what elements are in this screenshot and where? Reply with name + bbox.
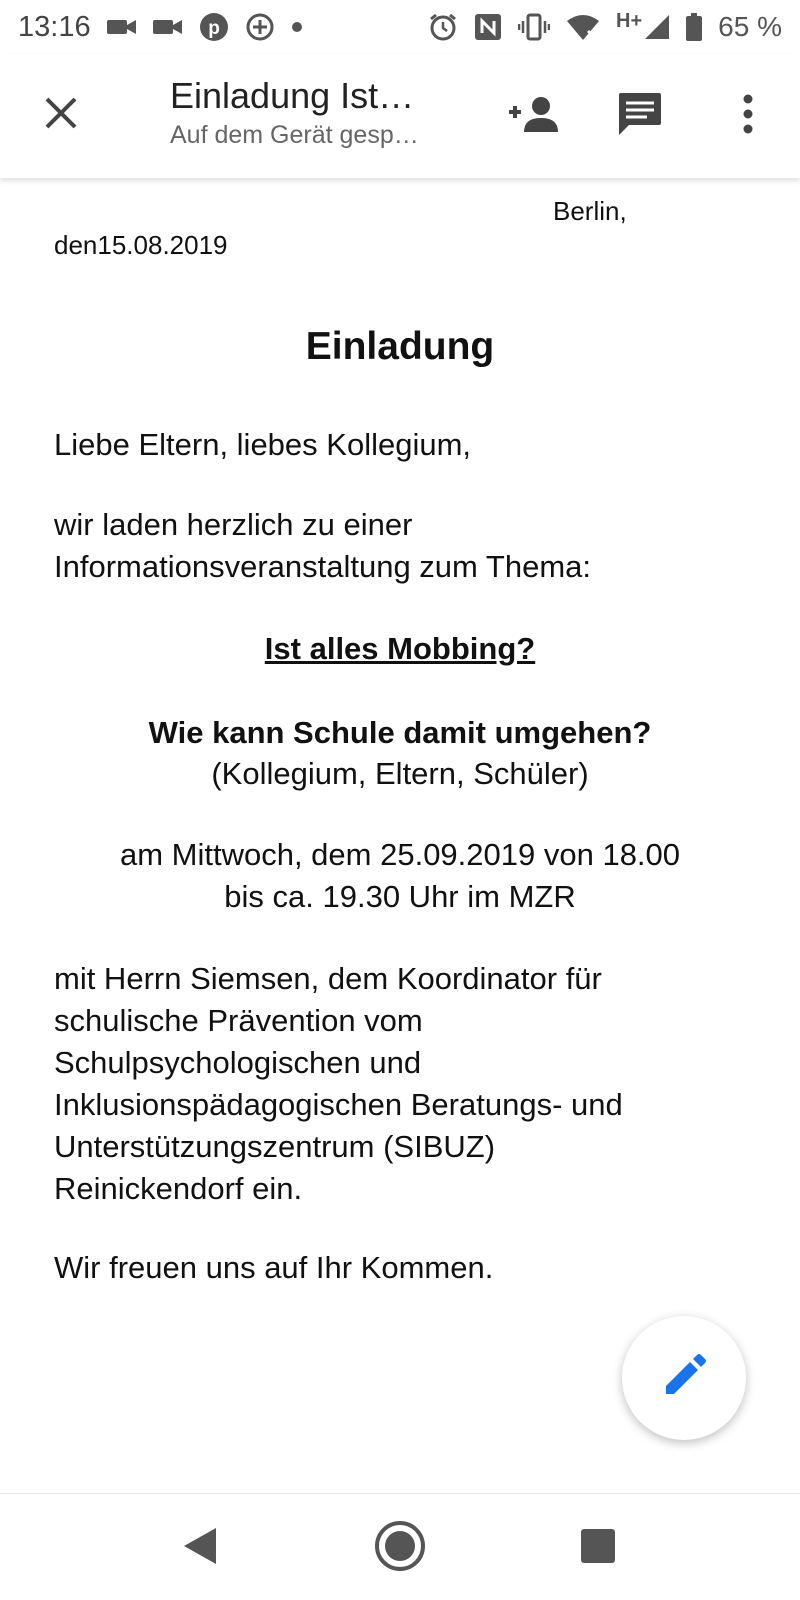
speaker-line: Schulpsychologischen und [54, 1045, 422, 1080]
comments-button[interactable] [612, 88, 668, 144]
closing-paragraph: Wir freuen uns auf Ihr Kommen. [54, 1250, 494, 1285]
status-bar [0, 0, 800, 54]
close-icon [44, 96, 78, 135]
data-saver-icon [245, 12, 275, 42]
speaker-line: mit Herrn Siemsen, dem Koordinator für [54, 961, 602, 996]
add-person-icon [507, 94, 561, 139]
edit-pencil-icon [662, 1354, 706, 1403]
video-icon [153, 17, 183, 37]
battery-percent: 65 % [718, 11, 782, 42]
event-topic-text: Ist alles Mobbing? [264, 631, 536, 666]
nfc-icon [474, 13, 502, 41]
schedule-line: am Mittwoch, dem 25.09.2019 von 18.00 [119, 837, 681, 872]
document-page[interactable] [0, 178, 800, 1493]
intro-line: Informationsveranstaltung zum Thema: [54, 549, 592, 584]
intro-paragraph [54, 504, 754, 588]
status-time: 13:16 [18, 10, 91, 43]
network-type: H+ [616, 9, 643, 32]
signal-icon [644, 14, 670, 40]
comment-icon [617, 91, 663, 142]
vibrate-icon [518, 13, 550, 41]
svg-text:p: p [207, 18, 220, 39]
back-button[interactable] [168, 1516, 232, 1580]
back-icon [182, 1526, 218, 1571]
dot-icon [291, 21, 303, 33]
title-block [170, 74, 470, 152]
speaker-paragraph [54, 958, 754, 1210]
recents-icon [580, 1528, 616, 1569]
wifi-icon [566, 13, 600, 41]
alarm-icon [428, 12, 458, 42]
intro-line: wir laden herzlich zu einer [54, 507, 413, 542]
status-right [428, 11, 782, 43]
app-bar [0, 54, 800, 178]
more-options-button[interactable] [720, 88, 776, 144]
video-icon [107, 17, 137, 37]
battery-icon [686, 13, 702, 41]
event-topic [0, 628, 800, 670]
pinterest-icon [199, 12, 229, 42]
speaker-line: Unterstützungszentrum (SIBUZ) [54, 1129, 496, 1164]
speaker-line: Inklusionspädagogischen Beratungs- und [54, 1087, 623, 1122]
status-left [18, 11, 303, 44]
event-audience: (Kollegium, Eltern, Schüler) [211, 756, 589, 791]
edit-fab-button[interactable] [622, 1316, 746, 1440]
navigation-bar [0, 1493, 800, 1600]
more-vert-icon [742, 94, 754, 139]
document-title: Einladung Ist… [170, 75, 415, 116]
document-subtitle: Auf dem Gerät gesp… [170, 121, 419, 149]
document-place: Berlin, [553, 196, 627, 226]
recents-button[interactable] [566, 1516, 630, 1580]
document-heading: Einladung [305, 325, 495, 368]
document-date: den15.08.2019 [54, 230, 228, 260]
event-question: Wie kann Schule damit umgehen? [148, 715, 652, 750]
speaker-line: Reinickendorf ein. [54, 1171, 303, 1206]
event-schedule [0, 834, 800, 918]
home-icon [374, 1520, 426, 1577]
greeting-paragraph: Liebe Eltern, liebes Kollegium, [54, 427, 472, 462]
share-button[interactable] [506, 88, 562, 144]
home-button[interactable] [368, 1516, 432, 1580]
schedule-line: bis ca. 19.30 Uhr im MZR [224, 879, 576, 914]
close-button[interactable] [36, 90, 86, 140]
speaker-line: schulische Prävention vom [54, 1003, 423, 1038]
